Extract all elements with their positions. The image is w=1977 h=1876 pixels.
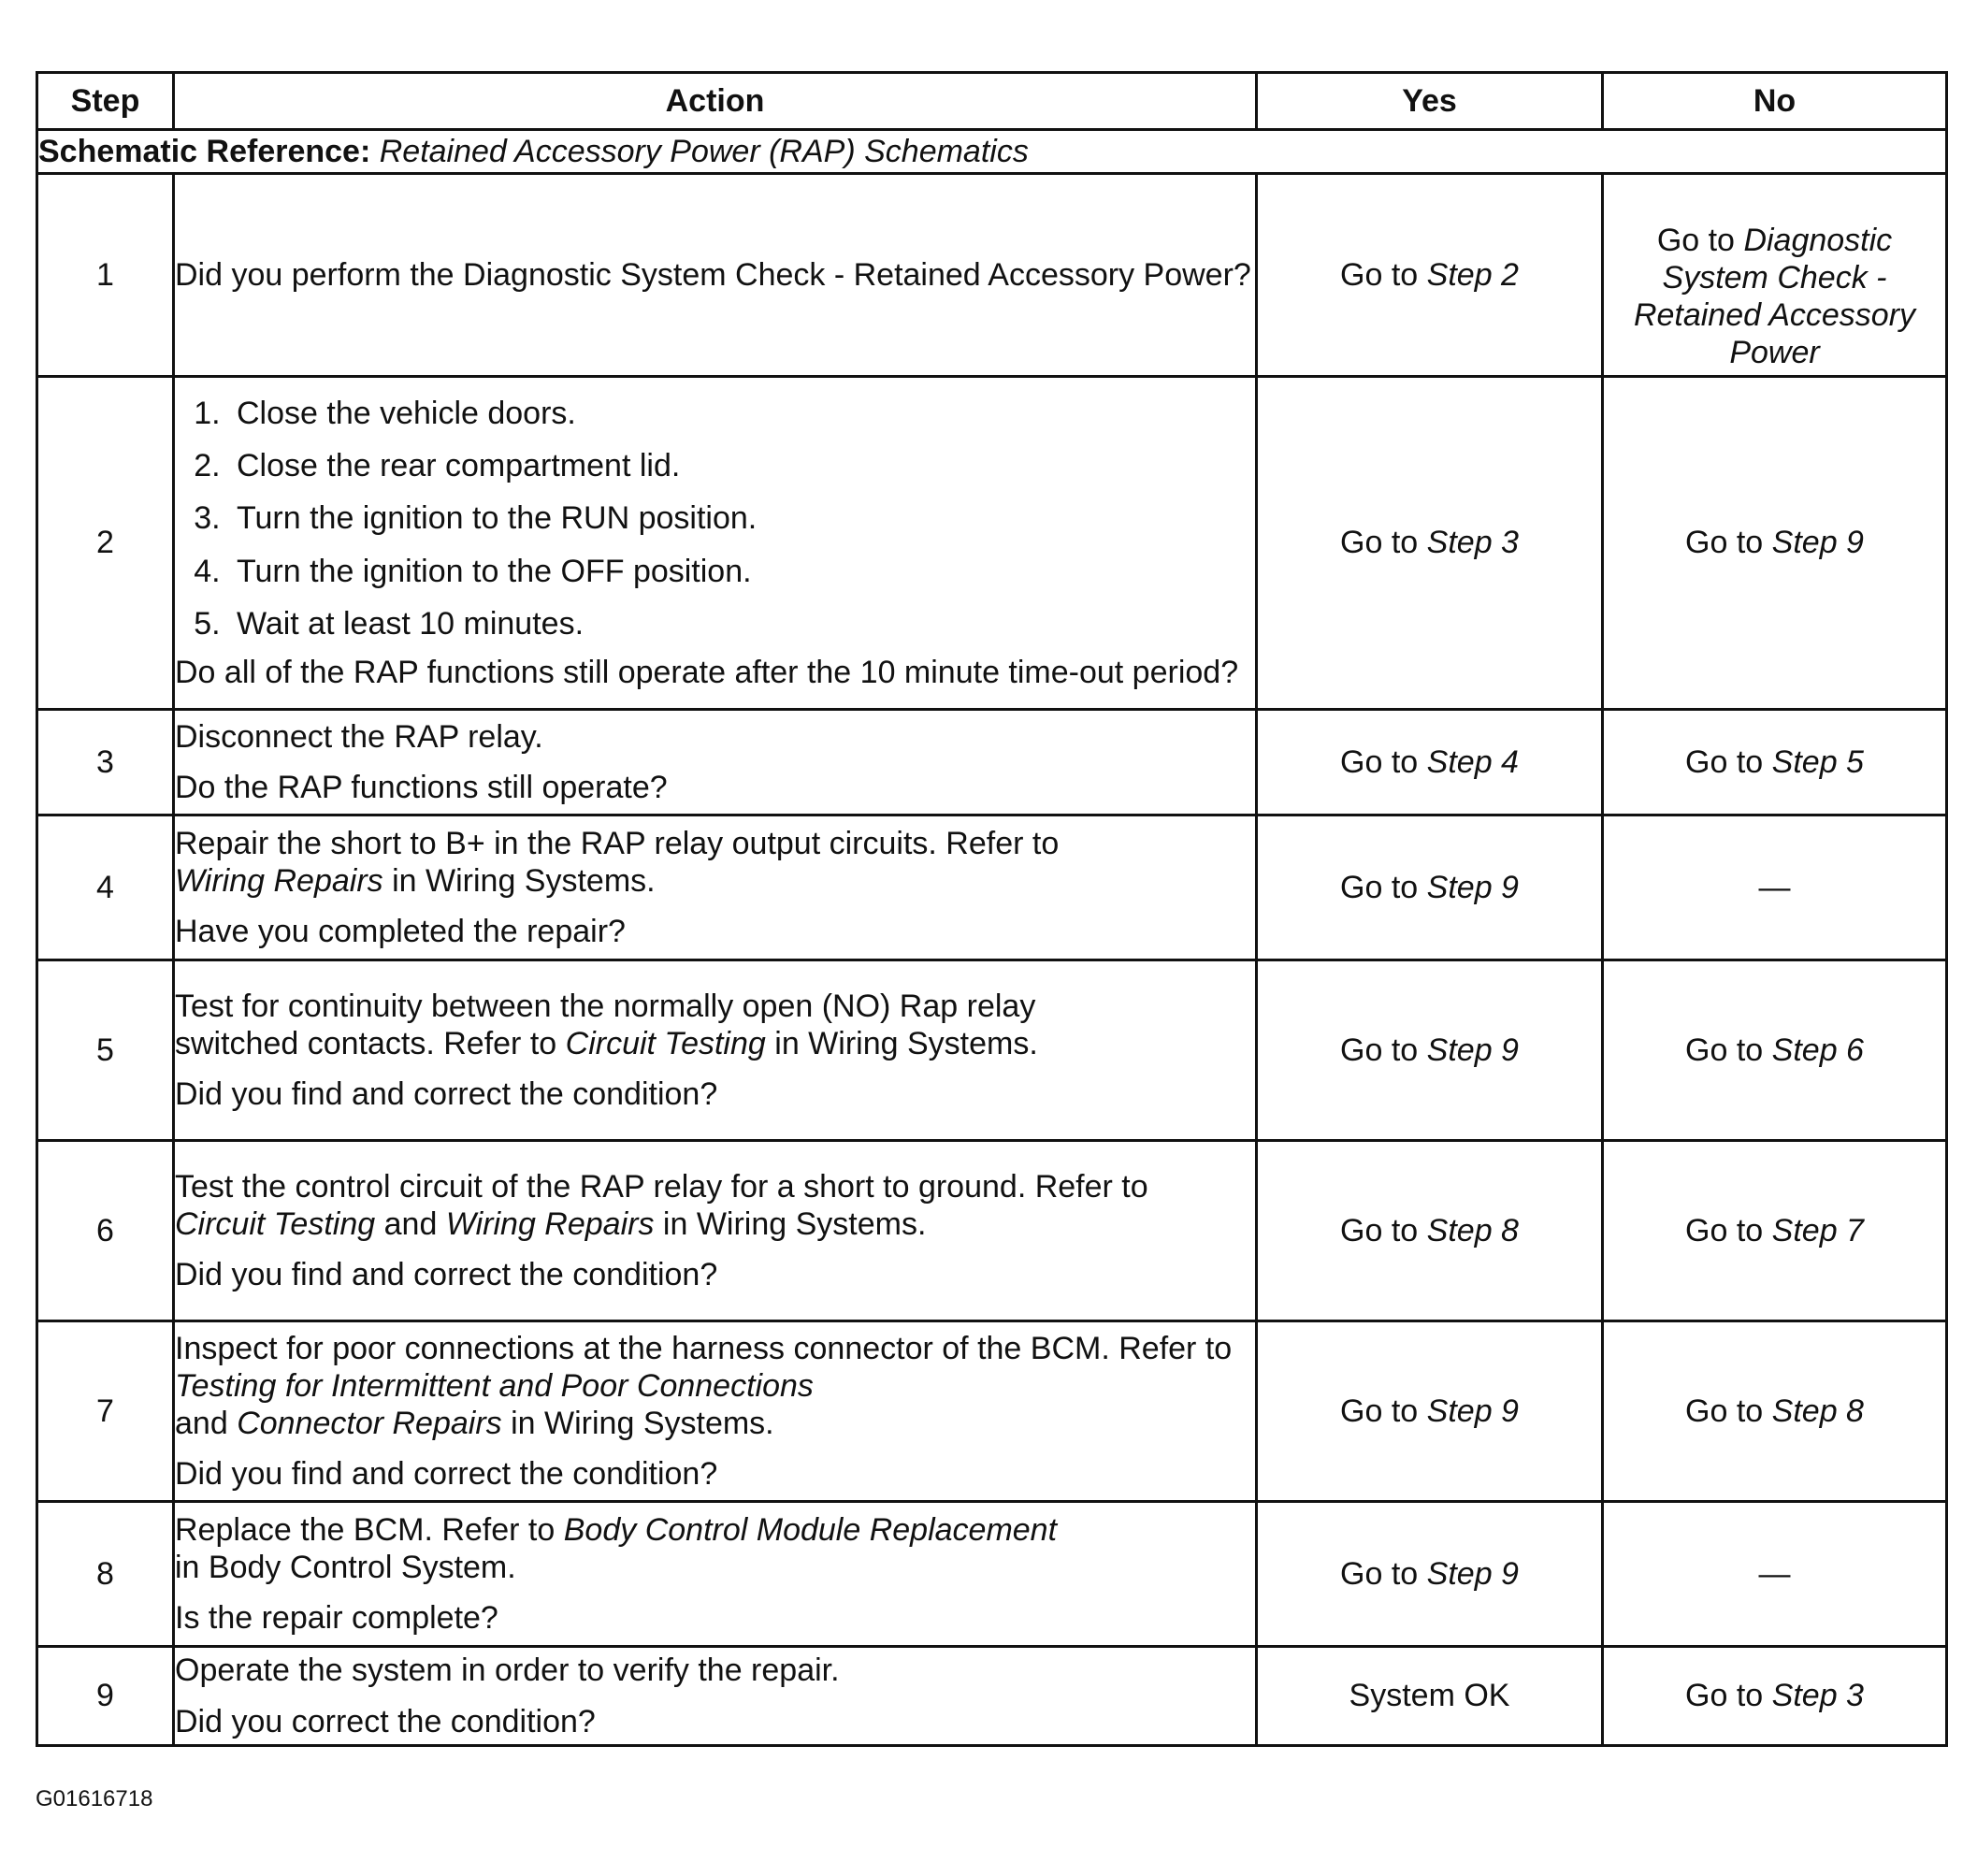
action-question: Is the repair complete? — [175, 1600, 498, 1637]
yes-cell — [1257, 174, 1603, 377]
step-number: 5 — [37, 960, 174, 1141]
no-prefix: Go to — [1685, 1678, 1764, 1714]
yes-cell — [1257, 710, 1603, 815]
no-cell — [1603, 1647, 1947, 1746]
yes-cell — [1257, 815, 1603, 960]
action-text — [175, 988, 1119, 1062]
no-prefix: Go to — [1685, 743, 1764, 780]
no-prefix: Go to — [1685, 1212, 1764, 1248]
step-number: 3 — [37, 710, 174, 815]
yes-result: System OK — [1349, 1678, 1510, 1714]
action-text: Did you perform the Diagnostic System Check - Retained Accessory Power? — [175, 256, 1251, 293]
step-number: 2 — [37, 377, 174, 710]
no-prefix: Go to — [1656, 222, 1735, 258]
step-number: 1 — [37, 174, 174, 377]
diagnostic-table-container — [36, 71, 1945, 1747]
action-text — [175, 1168, 1255, 1243]
action-text-part: Inspect for poor connections at the harness connector of the BCM. Refer to — [175, 1330, 1233, 1366]
no-cell — [1603, 815, 1947, 960]
no-cell — [1603, 1502, 1947, 1647]
yes-cell — [1257, 1502, 1603, 1647]
list-item: 4. Turn the ignition to the OFF position. — [229, 553, 1255, 590]
action-text — [175, 1511, 1255, 1586]
action-link[interactable]: Wiring Repairs — [175, 862, 383, 899]
yes-prefix: Go to — [1340, 869, 1419, 905]
list-item: 3. Turn the ignition to the RUN position. — [229, 499, 1255, 537]
yes-cell — [1257, 377, 1603, 710]
yes-cell — [1257, 1141, 1603, 1321]
action-question: Did you find and correct the condition? — [175, 1076, 718, 1113]
no-link[interactable]: Step 8 — [1771, 1393, 1864, 1429]
yes-link[interactable]: Step 9 — [1426, 1393, 1519, 1429]
action-question: Did you correct the condition? — [175, 1703, 596, 1739]
no-dash: — — [1758, 869, 1791, 905]
action-link[interactable]: Circuit Testing — [565, 1025, 766, 1061]
action-text-part: and — [383, 1205, 438, 1242]
yes-link[interactable]: Step 9 — [1426, 869, 1519, 905]
action-text-part: in Wiring Systems. — [392, 862, 656, 899]
no-prefix: Go to — [1685, 1032, 1764, 1068]
table-row — [37, 377, 1947, 710]
yes-link[interactable]: Step 2 — [1426, 256, 1519, 293]
table-row — [37, 710, 1947, 815]
yes-prefix: Go to — [1340, 256, 1419, 293]
action-text-part: in Wiring Systems. — [662, 1205, 927, 1242]
action-cell — [174, 1321, 1257, 1502]
no-link[interactable]: Step 5 — [1771, 743, 1864, 780]
action-cell — [174, 815, 1257, 960]
action-link[interactable]: Body Control Module Replacement — [563, 1511, 1058, 1548]
yes-cell — [1257, 1647, 1603, 1746]
yes-link[interactable]: Step 3 — [1426, 525, 1519, 561]
table-row — [37, 1141, 1947, 1321]
no-cell — [1603, 960, 1947, 1141]
action-text-part: in Wiring Systems. — [774, 1025, 1038, 1061]
list-item: 2. Close the rear compartment lid. — [229, 447, 1255, 484]
figure-id: G01616718 — [36, 1786, 153, 1811]
action-text-part: Test the control circuit of the RAP relay for a short to ground. Refer to — [175, 1168, 1148, 1205]
action-text-part: Repair the short to B+ in the RAP relay output circuits. Refer to — [175, 825, 1060, 861]
action-text-part: in Body Control System. — [175, 1549, 516, 1585]
yes-link[interactable]: Step 9 — [1426, 1032, 1519, 1068]
action-cell — [174, 1502, 1257, 1647]
yes-cell — [1257, 960, 1603, 1141]
step-number: 8 — [37, 1502, 174, 1647]
no-cell — [1603, 1321, 1947, 1502]
action-cell — [174, 710, 1257, 815]
schematic-reference-label: Schematic Reference: — [38, 133, 371, 169]
action-question: Have you completed the repair? — [175, 914, 626, 950]
diagnostic-table — [36, 71, 1948, 1747]
action-text-part: in Wiring Systems. — [511, 1406, 774, 1441]
schematic-reference — [37, 130, 1947, 174]
step-number: 7 — [37, 1321, 174, 1502]
table-row — [37, 174, 1947, 377]
yes-link[interactable]: Step 8 — [1426, 1212, 1519, 1248]
yes-prefix: Go to — [1340, 1032, 1419, 1068]
header-action: Action — [174, 73, 1257, 130]
step-number: 6 — [37, 1141, 174, 1321]
action-link[interactable]: Connector Repairs — [237, 1406, 502, 1441]
action-question: Did you find and correct the condition? — [175, 1257, 718, 1293]
action-text-part: and — [175, 1406, 228, 1441]
header-no: No — [1603, 73, 1947, 130]
action-question: Do all of the RAP functions still operate after the 10 minute time-out period? — [175, 654, 1239, 690]
table-row — [37, 1321, 1947, 1502]
yes-link[interactable]: Step 4 — [1426, 743, 1519, 780]
yes-prefix: Go to — [1340, 1212, 1419, 1248]
action-text — [175, 825, 1255, 900]
list-item: 1. Close the vehicle doors. — [229, 395, 1255, 432]
action-cell — [174, 960, 1257, 1141]
yes-prefix: Go to — [1340, 743, 1419, 780]
action-cell — [174, 377, 1257, 710]
schematic-reference-row — [37, 130, 1947, 174]
no-cell — [1603, 377, 1947, 710]
procedure-list — [175, 395, 1255, 642]
no-dash: — — [1758, 1555, 1791, 1592]
header-step: Step — [37, 73, 174, 130]
action-cell — [174, 1647, 1257, 1746]
action-link[interactable]: Testing for Intermittent and Poor Connections — [175, 1367, 814, 1404]
action-cell — [174, 174, 1257, 377]
yes-prefix: Go to — [1340, 1555, 1419, 1592]
schematic-reference-link[interactable]: Retained Accessory Power (RAP) Schematics — [379, 133, 1029, 169]
table-row — [37, 1647, 1947, 1746]
no-prefix: Go to — [1685, 525, 1764, 561]
step-number: 4 — [37, 815, 174, 960]
header-yes: Yes — [1257, 73, 1603, 130]
action-text-part: Replace the BCM. Refer to — [175, 1511, 556, 1548]
table-row — [37, 1502, 1947, 1647]
action-cell — [174, 1141, 1257, 1321]
yes-prefix: Go to — [1340, 1393, 1419, 1429]
action-question: Do the RAP functions still operate? — [175, 770, 668, 805]
no-prefix: Go to — [1685, 1393, 1764, 1429]
action-question: Did you find and correct the condition? — [175, 1456, 718, 1493]
yes-cell — [1257, 1321, 1603, 1502]
header-row — [37, 73, 1947, 130]
step-number: 9 — [37, 1647, 174, 1746]
no-link[interactable]: Step 7 — [1771, 1212, 1864, 1248]
yes-prefix: Go to — [1340, 525, 1419, 561]
action-text-part: Test for continuity between the normally open (NO) Rap relay switched contacts. Refer to — [175, 988, 1036, 1061]
no-cell — [1603, 710, 1947, 815]
action-text: Disconnect the RAP relay. — [175, 718, 543, 755]
no-cell — [1603, 174, 1947, 377]
no-link[interactable]: Step 6 — [1771, 1032, 1864, 1068]
table-row — [37, 815, 1947, 960]
yes-link[interactable]: Step 9 — [1426, 1555, 1519, 1592]
action-link[interactable]: Circuit Testing — [175, 1205, 376, 1242]
no-link[interactable]: Diagnostic System Check - Retained Accessory Power — [1633, 222, 1916, 370]
no-link[interactable]: Step 3 — [1771, 1678, 1864, 1714]
table-row — [37, 960, 1947, 1141]
no-cell — [1603, 1141, 1947, 1321]
action-text: Operate the system in order to verify the repair. — [175, 1652, 840, 1689]
action-link[interactable]: Wiring Repairs — [445, 1205, 655, 1242]
action-text — [175, 1330, 1255, 1442]
list-item: 5. Wait at least 10 minutes. — [229, 605, 1255, 642]
no-link[interactable]: Step 9 — [1771, 525, 1864, 561]
